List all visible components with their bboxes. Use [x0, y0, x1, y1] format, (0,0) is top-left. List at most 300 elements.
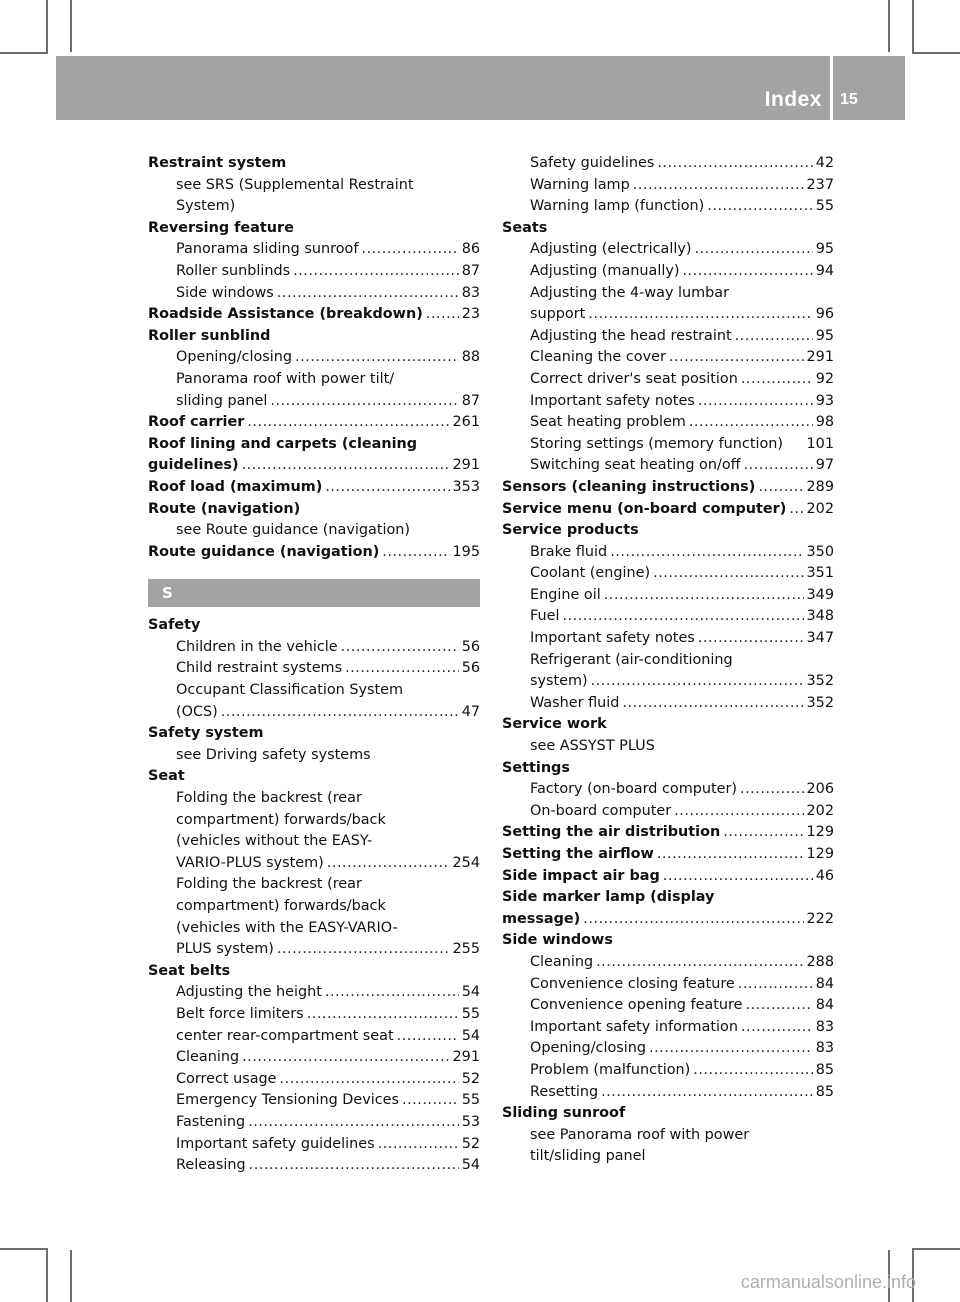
leader-dots [740, 779, 804, 801]
page-reference: 288 [806, 953, 834, 970]
leader-dots [242, 1047, 449, 1069]
index-subentry [148, 391, 480, 413]
page-reference: 350 [806, 543, 834, 560]
index-subentry [502, 412, 834, 434]
index-entry [148, 477, 480, 499]
leader-dots [562, 606, 803, 628]
leader-dots [280, 1069, 459, 1091]
entry-text: guidelines) [148, 457, 239, 474]
page-reference: 202 [806, 500, 834, 517]
index-subentry [148, 982, 480, 1004]
leader-dots [653, 563, 803, 585]
index-subentry [502, 1060, 834, 1082]
entry-text: PLUS system) [176, 941, 274, 958]
index-subentry [502, 1082, 834, 1104]
leader-dots [583, 909, 803, 931]
entry-text: Engine oil [530, 586, 601, 603]
leader-dots [270, 391, 458, 413]
entry-text: Seat heating problem [530, 414, 686, 431]
entry-text: Important safety guidelines [176, 1135, 375, 1152]
page-reference: 289 [806, 478, 834, 495]
entry-text: VARIO-PLUS system) [176, 854, 324, 871]
index-subentry [502, 1017, 834, 1039]
index-entry [148, 153, 480, 175]
leader-dots [307, 1004, 459, 1026]
index-entry [148, 218, 480, 240]
crop-mark [70, 0, 72, 52]
page-reference: 55 [815, 198, 834, 215]
leader-dots [649, 1038, 813, 1060]
index-entry [502, 477, 834, 499]
leader-dots [426, 304, 459, 326]
index-subentry [148, 745, 480, 767]
page-reference: 237 [806, 176, 834, 193]
index-entry [502, 887, 834, 909]
entry-text: support [530, 306, 586, 323]
leader-dots [694, 239, 812, 261]
leader-dots [295, 347, 459, 369]
page-reference: 348 [806, 608, 834, 625]
leader-dots [293, 261, 459, 283]
leader-dots [248, 1112, 459, 1134]
entry-text: Side windows [502, 932, 613, 949]
entry-text: Roadside Assistance (breakdown) [148, 306, 423, 323]
entry-text: Fastening [176, 1113, 246, 1130]
page-reference: 254 [452, 854, 480, 871]
entry-text: Sensors (cleaning instructions) [502, 478, 756, 495]
entry-text: Roof load (maximum) [148, 478, 323, 495]
page-reference: 97 [815, 457, 834, 474]
index-subentry [148, 1026, 480, 1048]
page-reference: 347 [806, 630, 834, 647]
watermark: carmanualsonline.info [740, 1272, 916, 1292]
entry-text: Seats [502, 219, 548, 236]
index-subentry [502, 239, 834, 261]
leader-dots [682, 261, 812, 283]
leader-dots [744, 455, 813, 477]
page-reference: 84 [815, 975, 834, 992]
leader-dots [741, 1017, 813, 1039]
index-subentry [502, 952, 834, 974]
entry-text: Factory (on-board computer) [530, 781, 738, 798]
leader-dots [361, 239, 458, 261]
entry-text: see SRS (Supplemental Restraint [176, 176, 414, 193]
page-reference: 202 [806, 802, 834, 819]
index-subentry [148, 831, 480, 853]
leader-dots [723, 822, 803, 844]
index-subentry [148, 283, 480, 305]
entry-text: Roof lining and carpets (cleaning [148, 435, 418, 452]
index-subentry [502, 563, 834, 585]
index-subentry [148, 810, 480, 832]
index-subentry [148, 1069, 480, 1091]
entry-text: Panorama sliding sunroof [176, 241, 359, 258]
index-subentry [502, 1038, 834, 1060]
page-reference: 83 [461, 284, 480, 301]
leader-dots [657, 844, 804, 866]
page-title: Index [764, 88, 822, 111]
entry-text: System) [176, 198, 236, 215]
entry-text: Adjusting the head restraint [530, 327, 732, 344]
index-subentry [502, 693, 834, 715]
page-number: 15 [840, 91, 858, 108]
index-subentry [502, 650, 834, 672]
index-subentry [148, 196, 480, 218]
index-subentry [148, 853, 480, 875]
crop-mark [70, 1250, 72, 1302]
entry-text: Resetting [530, 1083, 599, 1100]
index-subentry [502, 196, 834, 218]
index-subentry [502, 283, 834, 305]
entry-text: (OCS) [176, 703, 218, 720]
index-subentry [502, 1146, 834, 1168]
leader-dots [596, 952, 803, 974]
index-subentry [502, 369, 834, 391]
leader-dots [327, 853, 450, 875]
entry-text: Children in the vehicle [176, 638, 338, 655]
index-subentry [148, 939, 480, 961]
entry-text: see Route guidance (navigation) [176, 522, 410, 539]
leader-dots [610, 542, 803, 564]
index-subentry [148, 874, 480, 896]
index-entry [148, 766, 480, 788]
entry-text: system) [530, 673, 588, 690]
leader-dots [745, 995, 812, 1017]
index-entry [148, 615, 480, 637]
page-reference: 96 [815, 306, 834, 323]
section-header: S [148, 579, 480, 607]
entry-text: On-board computer [530, 802, 672, 819]
entry-text: Folding the backrest (rear [176, 876, 362, 893]
page-reference: 86 [461, 241, 480, 258]
page-reference: 23 [461, 306, 480, 323]
entry-text: Belt force limiters [176, 1005, 304, 1022]
entry-text: Setting the airflow [502, 846, 654, 862]
leader-dots [698, 391, 813, 413]
index-subentry [502, 542, 834, 564]
index-subentry [148, 520, 480, 542]
entry-text: Safety system [148, 725, 264, 742]
leader-dots [588, 304, 812, 326]
page-reference: 55 [461, 1092, 480, 1109]
entry-text: Opening/closing [530, 1040, 647, 1057]
page-reference: 42 [815, 155, 834, 171]
index-subentry [502, 153, 834, 175]
crop-mark [912, 1248, 960, 1250]
entry-text: Side impact air bag [502, 867, 660, 884]
page-reference: 53 [461, 1113, 480, 1130]
leader-dots [345, 658, 459, 680]
crop-mark [888, 0, 890, 52]
index-entry [502, 866, 834, 888]
index-entry [148, 434, 480, 456]
index-subentry [148, 918, 480, 940]
crop-mark [46, 0, 48, 52]
entry-text: center rear-compartment seat [176, 1027, 394, 1044]
leader-dots [674, 801, 803, 823]
leader-dots [789, 499, 803, 521]
page-reference: 95 [815, 241, 834, 258]
index-subentry [502, 606, 834, 628]
entry-text: Convenience closing feature [530, 975, 735, 992]
index-subentry [502, 304, 834, 326]
index-subentry [502, 434, 834, 456]
leader-dots [707, 196, 812, 218]
header-divider [830, 56, 833, 120]
leader-dots [601, 1082, 813, 1104]
leader-dots [698, 628, 804, 650]
entry-text: Child restraint systems [176, 660, 343, 677]
entry-text: Coolant (engine) [530, 565, 651, 582]
leader-dots [325, 982, 459, 1004]
page-reference: 92 [815, 370, 834, 387]
entry-text: Safety [148, 617, 201, 634]
entry-text: Switching seat heating on/off [530, 457, 741, 474]
page-reference: 87 [461, 392, 480, 409]
index-entry [148, 304, 480, 326]
index-subentry [148, 788, 480, 810]
index-entry [148, 326, 480, 348]
leader-dots [622, 693, 803, 715]
entry-text: Safety guidelines [530, 155, 655, 171]
index-subentry [148, 347, 480, 369]
index-subentry [148, 1047, 480, 1069]
entry-text: see ASSYST PLUS [530, 738, 655, 755]
index-entry [148, 961, 480, 983]
leader-dots [247, 412, 449, 434]
index-column-right [502, 153, 834, 1168]
index-subentry [148, 1090, 480, 1112]
index-entry [502, 520, 834, 542]
entry-text: see Driving safety systems [176, 746, 371, 763]
index-subentry [502, 974, 834, 996]
index-entry [502, 822, 834, 844]
entry-text: Important safety notes [530, 392, 695, 409]
entry-text: sliding panel [176, 392, 268, 409]
page-reference: 353 [452, 478, 480, 495]
page-reference: 56 [461, 660, 480, 677]
index-subentry [148, 658, 480, 680]
page-reference: 291 [452, 457, 480, 474]
leader-dots [378, 1134, 459, 1156]
index-subentry [502, 779, 834, 801]
page-reference: 54 [461, 1027, 480, 1044]
index-subentry [148, 1134, 480, 1156]
entry-text: Cleaning [176, 1049, 240, 1066]
leader-dots [242, 455, 450, 477]
leader-dots [277, 283, 459, 305]
entry-text: Opening/closing [176, 349, 293, 366]
index-subentry [148, 1112, 480, 1134]
index-subentry [502, 455, 834, 477]
leader-dots [741, 369, 813, 391]
entry-text: Service menu (on-board computer) [502, 500, 787, 517]
page-reference: 195 [452, 543, 480, 560]
page-reference: 352 [806, 673, 834, 690]
entry-text: Adjusting the height [176, 984, 322, 1001]
page-reference: 349 [806, 586, 834, 603]
leader-dots [382, 542, 449, 564]
entry-text: Washer fluid [530, 694, 620, 711]
entry-text: (vehicles with the EASY-VARIO- [176, 919, 398, 936]
leader-dots [397, 1026, 459, 1048]
entry-text: compartment) forwards/back [176, 898, 386, 914]
entry-text: Storing settings (memory function) [530, 435, 784, 452]
index-column-left [148, 153, 480, 1177]
entry-text: Brake fluid [530, 543, 608, 560]
index-subentry [502, 261, 834, 283]
entry-text: Warning lamp [530, 176, 630, 193]
page-reference: 56 [461, 638, 480, 655]
entry-text: Convenience opening feature [530, 997, 743, 1014]
page-reference: 54 [461, 1157, 480, 1174]
index-entry [502, 909, 834, 931]
entry-text: Service work [502, 716, 607, 733]
leader-dots [402, 1090, 459, 1112]
leader-dots [633, 175, 804, 197]
entry-text: Adjusting (electrically) [530, 241, 692, 258]
entry-text: Side windows [176, 284, 274, 301]
entry-text: Panorama roof with power tilt/ [176, 370, 395, 387]
entry-text: Route (navigation) [148, 500, 301, 517]
page-reference: 88 [461, 349, 480, 366]
page-reference: 101 [806, 435, 834, 452]
leader-dots [663, 866, 813, 888]
crop-mark [912, 0, 914, 52]
index-subentry [148, 1004, 480, 1026]
leader-dots [221, 702, 459, 724]
page-reference: 52 [461, 1135, 480, 1152]
leader-dots [657, 153, 812, 175]
index-subentry [148, 261, 480, 283]
index-entry [148, 542, 480, 564]
index-entry [148, 412, 480, 434]
entry-text: message) [502, 910, 581, 927]
leader-dots [249, 1155, 459, 1177]
entry-text: Refrigerant (air-conditioning [530, 651, 733, 668]
index-entry [502, 499, 834, 521]
leader-dots [277, 939, 450, 961]
entry-text: tilt/sliding panel [530, 1148, 646, 1165]
page-reference: 83 [815, 1018, 834, 1035]
page-reference: 93 [815, 392, 834, 409]
index-entry [502, 844, 834, 866]
page-reference: 222 [806, 910, 834, 927]
index-subentry [148, 175, 480, 197]
leader-dots [591, 671, 804, 693]
leader-dots [693, 1060, 812, 1082]
page-reference: 84 [815, 997, 834, 1014]
entry-text: Reversing feature [148, 219, 294, 236]
page-reference: 98 [815, 414, 834, 431]
index-subentry [502, 628, 834, 650]
crop-mark [46, 1250, 48, 1302]
entry-text: Correct usage [176, 1070, 277, 1087]
crop-mark [912, 52, 960, 54]
index-entry [148, 499, 480, 521]
page-reference: 47 [461, 703, 480, 720]
page-reference: 52 [461, 1070, 480, 1087]
crop-mark [0, 52, 48, 54]
leader-dots [669, 347, 804, 369]
index-subentry [502, 175, 834, 197]
page-reference: 352 [806, 694, 834, 711]
entry-text: Warning lamp (function) [530, 198, 705, 215]
index-subentry [502, 671, 834, 693]
entry-text: Important safety notes [530, 630, 695, 647]
leader-dots [758, 477, 803, 499]
index-subentry [502, 347, 834, 369]
leader-dots [341, 637, 459, 659]
entry-text: Setting the air distribution [502, 824, 721, 841]
page-reference: 129 [806, 824, 834, 841]
page-reference: 291 [452, 1049, 480, 1066]
index-subentry [502, 801, 834, 823]
entry-text: see Panorama roof with power [530, 1126, 750, 1143]
index-subentry [148, 239, 480, 261]
entry-text: Correct driver's seat position [530, 370, 738, 387]
page-reference: 87 [461, 262, 480, 279]
page-reference: 261 [452, 414, 480, 431]
index-subentry [502, 326, 834, 348]
entry-text: Releasing [176, 1157, 246, 1174]
index-entry [502, 1103, 834, 1125]
page-reference: 255 [452, 941, 480, 958]
page-reference: 291 [806, 349, 834, 366]
index-subentry [148, 896, 480, 918]
leader-dots [325, 477, 449, 499]
index-subentry [148, 702, 480, 724]
entry-text: Restraint system [148, 155, 287, 171]
entry-text: Emergency Tensioning Devices [176, 1092, 400, 1109]
index-subentry [502, 391, 834, 413]
index-entry [502, 758, 834, 780]
entry-text: Route guidance (navigation) [148, 543, 380, 560]
entry-text: Service products [502, 522, 639, 539]
entry-text: (vehicles without the EASY- [176, 833, 373, 850]
index-subentry [148, 680, 480, 702]
entry-text: Fuel [530, 608, 560, 625]
index-subentry [148, 637, 480, 659]
entry-text: Roof carrier [148, 414, 245, 431]
index-subentry [502, 736, 834, 758]
page-reference: 46 [815, 867, 834, 884]
entry-text: Important safety information [530, 1018, 738, 1035]
leader-dots [604, 585, 804, 607]
entry-text: Roller sunblinds [176, 262, 291, 279]
index-subentry [502, 1125, 834, 1147]
page-reference: 83 [815, 1040, 834, 1057]
index-subentry [148, 1155, 480, 1177]
page-reference: 94 [815, 262, 834, 279]
page-reference: 85 [815, 1061, 834, 1078]
index-subentry [502, 995, 834, 1017]
entry-text: compartment) forwards/back [176, 811, 386, 828]
page-reference: 129 [806, 846, 834, 862]
crop-mark [0, 1248, 48, 1250]
entry-text: Adjusting (manually) [530, 262, 680, 279]
index-entry [502, 930, 834, 952]
index-entry [148, 723, 480, 745]
index-subentry [148, 369, 480, 391]
index-entry [502, 218, 834, 240]
entry-text: Sliding sunroof [502, 1105, 626, 1122]
entry-text: Cleaning the cover [530, 349, 666, 366]
page-reference: 206 [806, 781, 834, 798]
entry-text: Adjusting the 4-way lumbar [530, 284, 730, 301]
index-entry [502, 714, 834, 736]
page-reference: 351 [806, 565, 834, 582]
